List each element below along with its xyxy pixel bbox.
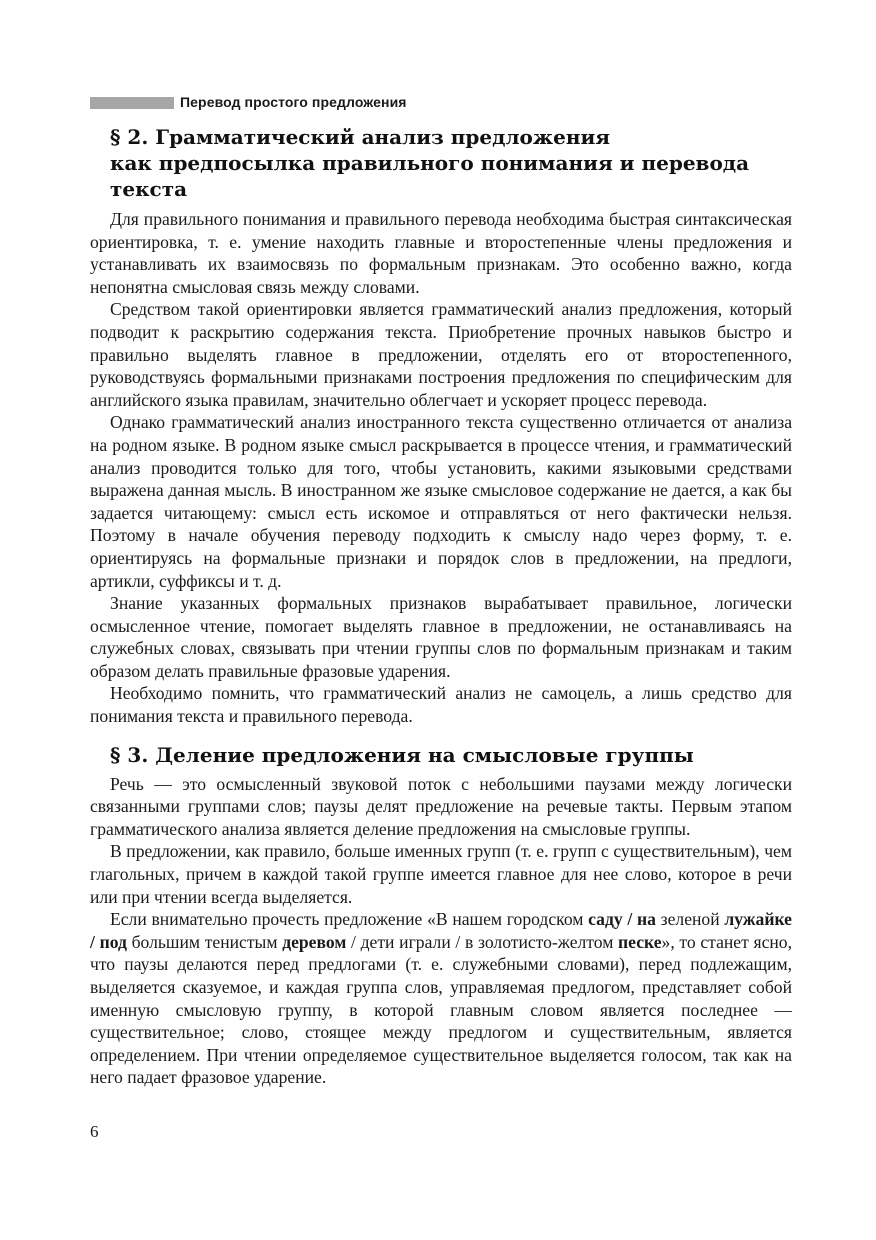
example-text: », то станет ясно, что паузы делаются перед предлогами (т. е. служебными словами), перед подлежащим, выделяется сказуемое, и каждая группа слов, управляемая предлогом, представляет собой именную смысловую группу, в которой главным словом является последнее — существительное; слово, стоящее между предлогом и существительным, является определением. При чтении определяемое существительное выделяется голосом, так как на него падает фразовое ударение. xyxy=(90,931,792,1088)
running-header-bar xyxy=(90,97,174,109)
page-content xyxy=(90,124,792,1089)
section-2-paragraph: Однако грамматический анализ иностранного текста существенно отличается от анализа на родном языке. В родном языке смысл раскрывается в процессе чтения, и грамматический анализ проводится только для того, чтобы установить, какими языковыми средствами выражена данная мысль. В иностранном же языке смысловое содержание не дается, а как бы задается читающему: смысл есть искомое и отправляться от него фактически нельзя. Поэтому в начале обучения переводу подходить к смыслу надо через форму, т. е. ориентируясь на формальные признаки и порядок слов в предложении, на предлоги, артикли, суффиксы и т. д. xyxy=(90,412,792,591)
section-2-heading-line-1: § 2. Грамматический анализ предложения xyxy=(110,125,611,149)
section-3-example-paragraph xyxy=(90,908,792,1089)
example-keyword: саду xyxy=(588,909,623,930)
section-2-paragraph: Необходимо помнить, что грамматический анализ не самоцель, а лишь средство для понимания текста и правильного перевода. xyxy=(90,683,792,727)
section-3-paragraph: В предложении, как правило, больше именных групп (т. е. групп с существительным), чем глагольных, причем в каждой такой группе имеется главное для нее слово, которое в речи или при чтении всегда выделяется. xyxy=(90,841,792,907)
example-separator: / xyxy=(622,909,637,930)
example-keyword: под xyxy=(99,931,127,952)
example-text: Если внимательно прочесть предложение «В нашем городском xyxy=(110,909,589,930)
section-2-paragraph: Средством такой ориентировки является грамматический анализ предложения, который подводит к раскрытию содержания текста. Приобретение прочных навыков быстро и правильно выделять главное в предложении, отделять его от второстепенного, руководствуясь формальными признаками построения предложения по специфическим для английского языка правилам, значительно облегчает и ускоряет процесс перевода. xyxy=(90,299,792,410)
section-2-heading xyxy=(90,124,792,202)
running-header-title: Перевод простого предложения xyxy=(180,94,407,110)
example-text: зеленой xyxy=(655,909,725,930)
section-3-heading: § 3. Деление предложения на смысловые группы xyxy=(110,742,694,767)
example-keyword: песке xyxy=(618,931,662,952)
example-text: большим тенистым xyxy=(126,931,283,952)
example-keyword: деревом xyxy=(282,931,347,952)
section-3-paragraph: Речь — это осмысленный звуковой поток с небольшими паузами между логически связанными группами слов; паузы делят предложение на речевые такты. Первым этапом грамматического анализа является деление предложения на смысловые группы. xyxy=(90,773,792,839)
section-2-heading-line-2: как предпосылка правильного понимания и перевода текста xyxy=(110,151,750,201)
example-separator: / xyxy=(90,931,100,952)
section-2-paragraph: Для правильного понимания и правильного перевода необходима быстрая синтаксическая ориентировка, т. е. умение находить главные и второстепенные члены предложения и устанавливать их взаимосвязь по формальным признакам. Это особенно важно, когда непонятна смысловая связь между словами. xyxy=(90,209,792,297)
example-text: / дети играли / в золотисто-желтом xyxy=(346,931,619,952)
section-2-paragraph: Знание указанных формальных признаков вырабатывает правильное, логически осмысленное чтение, помогает выделять главное в предложении, не останавливаясь на служебных словах, связывать при чтении группы слов по формальным признакам и таким образом делать правильные фразовые ударения. xyxy=(90,593,792,681)
example-keyword: лужайке xyxy=(724,909,792,930)
page-number: 6 xyxy=(90,1122,99,1141)
example-keyword: на xyxy=(637,909,656,930)
